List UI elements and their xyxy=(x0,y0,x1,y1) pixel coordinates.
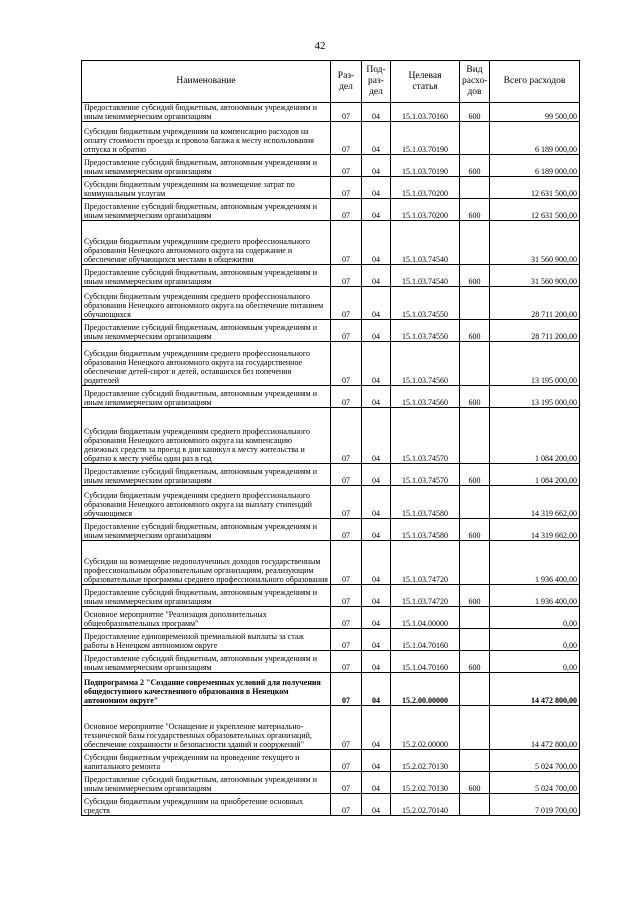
cell-name: Подпрограмма 2 "Создание современных условий для получения общедоступного качественного образования в Ненецком автономном округе" xyxy=(82,673,331,706)
cell-name: Предоставление субсидий бюджетным, автономным учреждениям и иным некоммерческим организациям xyxy=(82,386,331,408)
header-section: Раз- дел xyxy=(331,61,362,103)
cell-subsection: 04 xyxy=(362,750,391,772)
cell-total: 1 936 400,00 xyxy=(490,585,580,607)
table-row xyxy=(82,122,580,155)
cell-section: 07 xyxy=(331,386,362,408)
cell-subsection: 04 xyxy=(362,386,391,408)
cell-target-article: 15.2.02.70130 xyxy=(391,750,460,772)
cell-section: 07 xyxy=(331,541,362,585)
cell-section: 07 xyxy=(331,750,362,772)
header-subsection: Под- раз- дел xyxy=(362,61,391,103)
table-row xyxy=(82,750,580,772)
cell-subsection: 04 xyxy=(362,629,391,651)
cell-target-article: 15.1.03.70190 xyxy=(391,122,460,155)
table-row xyxy=(82,629,580,651)
cell-expense-type: 600 xyxy=(460,103,490,122)
cell-section: 07 xyxy=(331,486,362,519)
table-row xyxy=(82,519,580,541)
table-row xyxy=(82,155,580,177)
cell-total: 5 024 700,00 xyxy=(490,772,580,794)
cell-total: 1 084 200,00 xyxy=(490,464,580,486)
table-row xyxy=(82,177,580,199)
cell-section: 07 xyxy=(331,342,362,386)
cell-expense-type xyxy=(460,287,490,320)
cell-total: 14 319 662,00 xyxy=(490,519,580,541)
cell-total: 13 195 000,00 xyxy=(490,342,580,386)
cell-total: 0,00 xyxy=(490,629,580,651)
cell-total: 14 472 800,00 xyxy=(490,706,580,750)
cell-total: 28 711 200,00 xyxy=(490,320,580,342)
cell-expense-type xyxy=(460,122,490,155)
cell-total: 1 084 200,00 xyxy=(490,408,580,464)
table-row xyxy=(82,794,580,816)
cell-name: Субсидии бюджетным учреждениям среднего профессионального образования Ненецкого автономного округа на обеспечение питанием обучающихся xyxy=(82,287,331,320)
cell-subsection: 04 xyxy=(362,221,391,265)
cell-subsection: 04 xyxy=(362,199,391,221)
header-name: Наименование xyxy=(82,61,331,103)
cell-section: 07 xyxy=(331,585,362,607)
cell-expense-type xyxy=(460,706,490,750)
cell-subsection: 04 xyxy=(362,706,391,750)
cell-section: 07 xyxy=(331,464,362,486)
cell-subsection: 04 xyxy=(362,585,391,607)
table-row xyxy=(82,541,580,585)
cell-name: Субсидии бюджетным учреждениям среднего профессионального образования Ненецкого автономного округа на содержание и обеспечение обучающихся местами в общежитии xyxy=(82,221,331,265)
table-row xyxy=(82,651,580,673)
page-number: 42 xyxy=(314,40,326,52)
cell-subsection: 04 xyxy=(362,342,391,386)
cell-expense-type: 600 xyxy=(460,265,490,287)
cell-target-article: 15.1.03.70200 xyxy=(391,177,460,199)
table-row xyxy=(82,287,580,320)
cell-section: 07 xyxy=(331,607,362,629)
cell-name: Предоставление субсидий бюджетным, автономным учреждениям и иным некоммерческим организациям xyxy=(82,265,331,287)
cell-section: 07 xyxy=(331,519,362,541)
cell-expense-type: 600 xyxy=(460,772,490,794)
table-row xyxy=(82,486,580,519)
cell-total: 99 500,00 xyxy=(490,103,580,122)
table-row xyxy=(82,103,580,122)
table-body xyxy=(82,103,580,816)
cell-name: Предоставление единовременной премиальной выплаты за стаж работы в Ненецком автономном округе xyxy=(82,629,331,651)
cell-subsection: 04 xyxy=(362,177,391,199)
cell-subsection: 04 xyxy=(362,103,391,122)
cell-expense-type: 600 xyxy=(460,386,490,408)
cell-expense-type: 600 xyxy=(460,320,490,342)
cell-total: 0,00 xyxy=(490,607,580,629)
table-row xyxy=(82,673,580,706)
cell-subsection: 04 xyxy=(362,287,391,320)
cell-target-article: 15.1.03.74570 xyxy=(391,408,460,464)
cell-name: Субсидии бюджетным учреждениям среднего профессионального образования Ненецкого автономного округа на государственное обеспечение детей-сирот и детей, оставшихся без попечения родителей xyxy=(82,342,331,386)
cell-section: 07 xyxy=(331,408,362,464)
cell-section: 07 xyxy=(331,673,362,706)
cell-expense-type xyxy=(460,342,490,386)
cell-section: 07 xyxy=(331,772,362,794)
cell-expense-type xyxy=(460,794,490,816)
cell-expense-type: 600 xyxy=(460,464,490,486)
cell-subsection: 04 xyxy=(362,155,391,177)
cell-section: 07 xyxy=(331,287,362,320)
cell-name: Основное мероприятие "Оснащение и укрепление материально-технической базы государственных образовательных организаций, обеспечение сохранности и безопасности зданий и сооружений" xyxy=(82,706,331,750)
cell-name: Субсидии бюджетным учреждениям среднего профессионального образования Ненецкого автономного округа на выплату стипендий обучающимся xyxy=(82,486,331,519)
cell-expense-type: 600 xyxy=(460,155,490,177)
cell-name: Субсидии бюджетным учреждениям на компенсацию расходов на оплату стоимости проезда и провоза багажа к месту использования отпуска и обратно xyxy=(82,122,331,155)
cell-name: Субсидии бюджетным учреждениям на приобретение основных средств xyxy=(82,794,331,816)
cell-target-article: 15.1.04.70160 xyxy=(391,629,460,651)
table-row xyxy=(82,386,580,408)
cell-subsection: 04 xyxy=(362,772,391,794)
cell-name: Предоставление субсидий бюджетным, автономным учреждениям и иным некоммерческим организациям xyxy=(82,199,331,221)
cell-target-article: 15.1.03.74570 xyxy=(391,464,460,486)
cell-expense-type: 600 xyxy=(460,199,490,221)
cell-target-article: 15.1.03.74560 xyxy=(391,386,460,408)
table-row xyxy=(82,706,580,750)
cell-name: Предоставление субсидий бюджетным, автономным учреждениям и иным некоммерческим организациям xyxy=(82,155,331,177)
cell-name: Субсидии на возмещение недополученных доходов государственным профессиональным образовательным организациям, реализующим образовательные программы среднего профессионального образования xyxy=(82,541,331,585)
cell-target-article: 15.2.02.70140 xyxy=(391,794,460,816)
cell-section: 07 xyxy=(331,177,362,199)
cell-expense-type: 600 xyxy=(460,585,490,607)
cell-target-article: 15.1.03.74580 xyxy=(391,519,460,541)
cell-target-article: 15.2.00.00000 xyxy=(391,673,460,706)
cell-target-article: 15.1.03.74540 xyxy=(391,221,460,265)
table-row xyxy=(82,464,580,486)
cell-subsection: 04 xyxy=(362,519,391,541)
header-expense-type: Вид расхо- дов xyxy=(460,61,490,103)
cell-total: 13 195 000,00 xyxy=(490,386,580,408)
cell-section: 07 xyxy=(331,794,362,816)
cell-expense-type xyxy=(460,607,490,629)
cell-total: 28 711 200,00 xyxy=(490,287,580,320)
cell-subsection: 04 xyxy=(362,794,391,816)
cell-total: 31 560 900,00 xyxy=(490,265,580,287)
cell-subsection: 04 xyxy=(362,320,391,342)
cell-total: 7 019 700,00 xyxy=(490,794,580,816)
table-row xyxy=(82,772,580,794)
cell-expense-type xyxy=(460,541,490,585)
cell-target-article: 15.1.03.74560 xyxy=(391,342,460,386)
cell-expense-type xyxy=(460,221,490,265)
cell-total: 5 024 700,00 xyxy=(490,750,580,772)
cell-name: Субсидии бюджетным учреждениям на проведение текущего и капитального ремонта xyxy=(82,750,331,772)
cell-target-article: 15.1.03.74550 xyxy=(391,287,460,320)
cell-target-article: 15.2.02.70130 xyxy=(391,772,460,794)
cell-target-article: 15.1.03.74540 xyxy=(391,265,460,287)
table-row xyxy=(82,265,580,287)
cell-target-article: 15.1.03.74720 xyxy=(391,585,460,607)
cell-subsection: 04 xyxy=(362,673,391,706)
cell-total: 12 631 500,00 xyxy=(490,199,580,221)
cell-expense-type xyxy=(460,750,490,772)
cell-target-article: 15.1.03.70200 xyxy=(391,199,460,221)
table-row xyxy=(82,408,580,464)
cell-section: 07 xyxy=(331,265,362,287)
cell-subsection: 04 xyxy=(362,651,391,673)
cell-expense-type xyxy=(460,177,490,199)
cell-total: 14 472 800,00 xyxy=(490,673,580,706)
cell-subsection: 04 xyxy=(362,541,391,585)
table-row xyxy=(82,585,580,607)
cell-name: Предоставление субсидий бюджетным, автономным учреждениям и иным некоммерческим организациям xyxy=(82,103,331,122)
cell-subsection: 04 xyxy=(362,265,391,287)
cell-subsection: 04 xyxy=(362,607,391,629)
cell-name: Субсидии бюджетным учреждениям среднего профессионального образования Ненецкого автономного округа на компенсацию денежных средств за проезд в дни каникул к месту жительства и обратно к месту учёбы один раз в год xyxy=(82,408,331,464)
cell-expense-type xyxy=(460,629,490,651)
cell-section: 07 xyxy=(331,199,362,221)
cell-target-article: 15.1.03.74720 xyxy=(391,541,460,585)
budget-table xyxy=(81,60,580,816)
header-total-expenses: Всего расходов xyxy=(490,61,580,103)
cell-target-article: 15.1.03.74550 xyxy=(391,320,460,342)
cell-target-article: 15.1.03.70190 xyxy=(391,155,460,177)
cell-expense-type xyxy=(460,673,490,706)
cell-subsection: 04 xyxy=(362,122,391,155)
table-row xyxy=(82,221,580,265)
cell-target-article: 15.1.03.74580 xyxy=(391,486,460,519)
table-row xyxy=(82,199,580,221)
cell-total: 1 936 400,00 xyxy=(490,541,580,585)
cell-name: Основное мероприятие "Реализация дополнительных общеобразовательных программ" xyxy=(82,607,331,629)
cell-subsection: 04 xyxy=(362,486,391,519)
cell-name: Предоставление субсидий бюджетным, автономным учреждениям и иным некоммерческим организациям xyxy=(82,464,331,486)
cell-section: 07 xyxy=(331,320,362,342)
cell-name: Предоставление субсидий бюджетным, автономным учреждениям и иным некоммерческим организациям xyxy=(82,585,331,607)
cell-expense-type: 600 xyxy=(460,651,490,673)
cell-expense-type xyxy=(460,486,490,519)
cell-section: 07 xyxy=(331,122,362,155)
cell-name: Предоставление субсидий бюджетным, автономным учреждениям и иным некоммерческим организациям xyxy=(82,519,331,541)
table-row xyxy=(82,320,580,342)
cell-section: 07 xyxy=(331,155,362,177)
cell-section: 07 xyxy=(331,221,362,265)
cell-name: Предоставление субсидий бюджетным, автономным учреждениям и иным некоммерческим организациям xyxy=(82,651,331,673)
cell-section: 07 xyxy=(331,103,362,122)
cell-total: 14 319 662,00 xyxy=(490,486,580,519)
cell-section: 07 xyxy=(331,651,362,673)
cell-total: 6 189 000,00 xyxy=(490,155,580,177)
cell-name: Предоставление субсидий бюджетным, автономным учреждениям и иным некоммерческим организациям xyxy=(82,320,331,342)
cell-target-article: 15.2.02.00000 xyxy=(391,706,460,750)
cell-subsection: 04 xyxy=(362,464,391,486)
cell-target-article: 15.1.04.70160 xyxy=(391,651,460,673)
cell-expense-type: 600 xyxy=(460,519,490,541)
cell-target-article: 15.1.04.00000 xyxy=(391,607,460,629)
cell-name: Субсидии бюджетным учреждениям на возмещение затрат по коммунальным услугам xyxy=(82,177,331,199)
cell-name: Предоставление субсидий бюджетным, автономным учреждениям и иным некоммерческим организациям xyxy=(82,772,331,794)
cell-expense-type xyxy=(460,408,490,464)
cell-total: 31 560 900,00 xyxy=(490,221,580,265)
cell-section: 07 xyxy=(331,629,362,651)
table-row xyxy=(82,342,580,386)
cell-total: 12 631 500,00 xyxy=(490,177,580,199)
cell-subsection: 04 xyxy=(362,408,391,464)
cell-target-article: 15.1.03.70160 xyxy=(391,103,460,122)
cell-section: 07 xyxy=(331,706,362,750)
cell-total: 6 189 000,00 xyxy=(490,122,580,155)
table-header-row xyxy=(82,61,580,103)
header-target-article: Целевая статья xyxy=(391,61,460,103)
cell-total: 0,00 xyxy=(490,651,580,673)
table-row xyxy=(82,607,580,629)
